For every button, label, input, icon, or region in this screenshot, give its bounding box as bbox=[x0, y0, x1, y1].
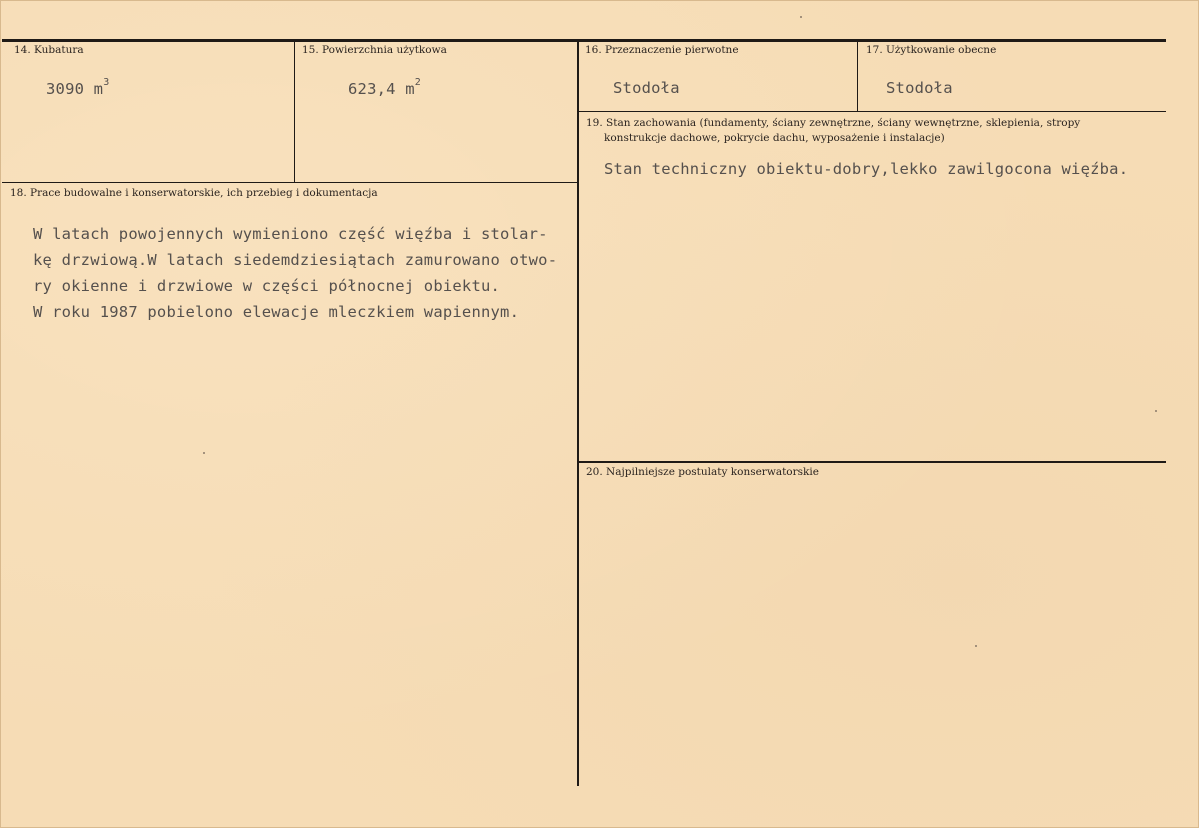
paper-speck bbox=[800, 16, 802, 18]
powierzchnia-number: 623,4 m bbox=[348, 80, 415, 99]
przeznaczenie-label: 16. Przeznaczenie pierwotne bbox=[585, 44, 739, 56]
kubatura-exponent: 3 bbox=[103, 77, 110, 88]
rule-right-under-16-17 bbox=[579, 111, 1166, 112]
powierzchnia-exponent: 2 bbox=[414, 77, 421, 88]
kubatura-value bbox=[46, 77, 110, 99]
prace-line: W latach powojennych wymieniono część więźba i stolar- bbox=[33, 225, 548, 243]
main-vertical-divider bbox=[577, 42, 579, 786]
postulaty-label: 20. Najpilniejsze postulaty konserwatorskie bbox=[586, 466, 819, 478]
kubatura-label: 14. Kubatura bbox=[14, 44, 84, 56]
rule-left-under-14-15 bbox=[2, 182, 577, 183]
prace-line: W roku 1987 pobielono elewacje mleczkiem wapiennym. bbox=[33, 303, 520, 321]
stan-label-line-1: 19. Stan zachowania (fundamenty, ściany zewnętrzne, ściany wewnętrzne, sklepienia, stropy bbox=[586, 117, 1081, 129]
divider-kubatura-powierzchnia bbox=[294, 42, 295, 182]
uzytkowanie-label: 17. Użytkowanie obecne bbox=[866, 44, 997, 56]
prace-line: kę drzwiową.W latach siedemdziesiątach zamurowano otwo- bbox=[33, 251, 558, 269]
prace-text bbox=[33, 221, 557, 325]
stan-label bbox=[586, 116, 1080, 146]
top-rule bbox=[2, 39, 1166, 42]
paper-speck bbox=[203, 452, 205, 454]
stan-label-line-2: konstrukcje dachowe, pokrycie dachu, wyposażenie i instalacje) bbox=[604, 132, 945, 144]
kubatura-number: 3090 m bbox=[46, 80, 104, 99]
przeznaczenie-value: Stodoła bbox=[613, 79, 680, 97]
uzytkowanie-value: Stodoła bbox=[886, 79, 953, 97]
stan-value: Stan techniczny obiektu-dobry,lekko zawilgocona więźba. bbox=[604, 160, 1129, 178]
paper-speck bbox=[1155, 410, 1157, 412]
prace-line: ry okienne i drzwiowe w części północnej obiektu. bbox=[33, 277, 501, 295]
powierzchnia-label: 15. Powierzchnia użytkowa bbox=[302, 44, 447, 56]
rule-right-above-20 bbox=[579, 461, 1166, 463]
powierzchnia-value bbox=[348, 77, 421, 99]
divider-przeznaczenie-uzytkowanie bbox=[857, 42, 858, 111]
paper-speck bbox=[975, 645, 977, 647]
prace-label: 18. Prace budowalne i konserwatorskie, ich przebieg i dokumentacja bbox=[10, 187, 378, 199]
